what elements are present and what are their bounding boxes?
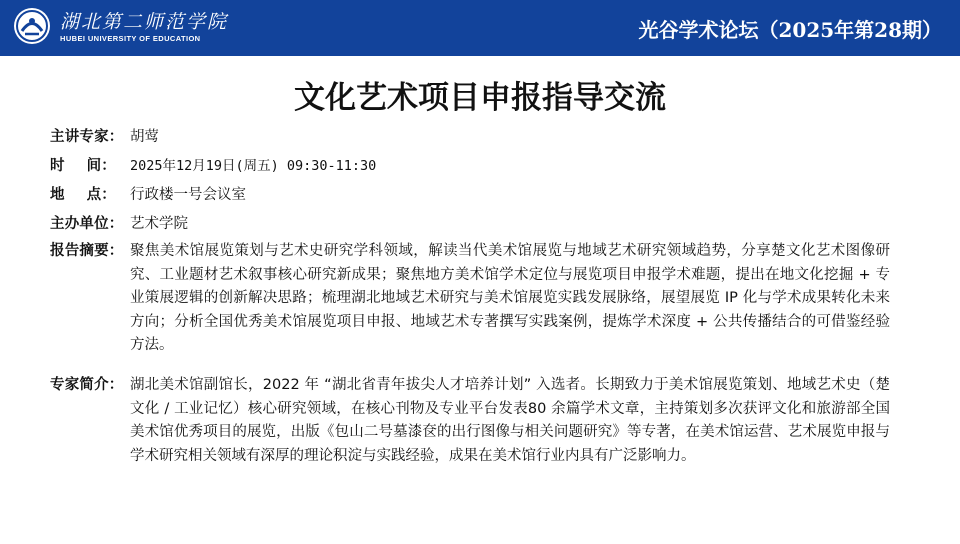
abstract-row bbox=[50, 240, 890, 358]
bio-row bbox=[50, 374, 890, 468]
bio-label: 专家简介： bbox=[50, 377, 124, 393]
time-row bbox=[50, 155, 890, 179]
host-label: 主办单位： bbox=[50, 216, 124, 232]
place-row bbox=[50, 184, 890, 208]
host-row bbox=[50, 213, 890, 237]
forum-title: 光谷学术论坛（2025年第28期） bbox=[638, 18, 942, 42]
university-logo-icon bbox=[12, 6, 52, 46]
speaker-row bbox=[50, 126, 890, 150]
place-label-b: 点： bbox=[86, 187, 116, 203]
abstract-label: 报告摘要： bbox=[50, 243, 124, 259]
place-label bbox=[50, 184, 116, 208]
page-title: 文化艺术项目申报指导交流 bbox=[294, 80, 666, 116]
time-label bbox=[50, 155, 116, 179]
time-value: 2025年12月19日(周五) 09:30-11:30 bbox=[130, 158, 377, 174]
place-label-a: 地 bbox=[50, 187, 65, 203]
place-value: 行政楼一号会议室 bbox=[130, 187, 246, 203]
host-value: 艺术学院 bbox=[130, 216, 188, 232]
bio-text: 湖北美术馆副馆长，2022 年 “湖北省青年拔尖人才培养计划” 入选者。长期致力于美术馆展览策划、地域艺术史（楚文化 / 工业记忆）核心研究领域，在核心刊物及专业平台发表80 余篇学术文章，主持策划多次获评文化和旅游部全国美术馆优秀项目的展览，出版《包山二号墓漆奁的出行图像与相关问题研究》等专著，在美术馆运营、艺术展览申报与学术研究相关领域有深厚的理论积淀与实践经验，成果在美术馆行业内具有广泛影响力。 bbox=[130, 377, 890, 464]
speaker-label: 主讲专家： bbox=[50, 129, 124, 145]
time-label-a: 时 bbox=[50, 158, 65, 174]
abstract-text: 聚焦美术馆展览策划与艺术史研究学科领域，解读当代美术馆展览与地域艺术研究领域趋势，分享楚文化艺术图像研究、工业题材艺术叙事核心研究新成果；聚焦地方美术馆学术定位与展览项目申报学术难题，提出在地文化挖掘 + 专业策展逻辑的创新解决思路；梳理湖北地域艺术研究与美术馆展览实践发展脉络，展望展览 IP 化与学术成果转化未来方向；分析全国优秀美术馆展览项目申报、地域艺术专著撰写实践案例，提炼学术深度 + 公共传播结合的可借鉴经验方法。 bbox=[130, 243, 890, 353]
time-label-b: 间： bbox=[86, 158, 116, 174]
speaker-value: 胡莺 bbox=[130, 129, 159, 145]
school-name-en: HUBEI UNIVERSITY OF EDUCATION bbox=[60, 34, 201, 43]
header-banner bbox=[0, 0, 960, 56]
school-name-cn: 湖北第二师范学院 bbox=[60, 11, 229, 33]
